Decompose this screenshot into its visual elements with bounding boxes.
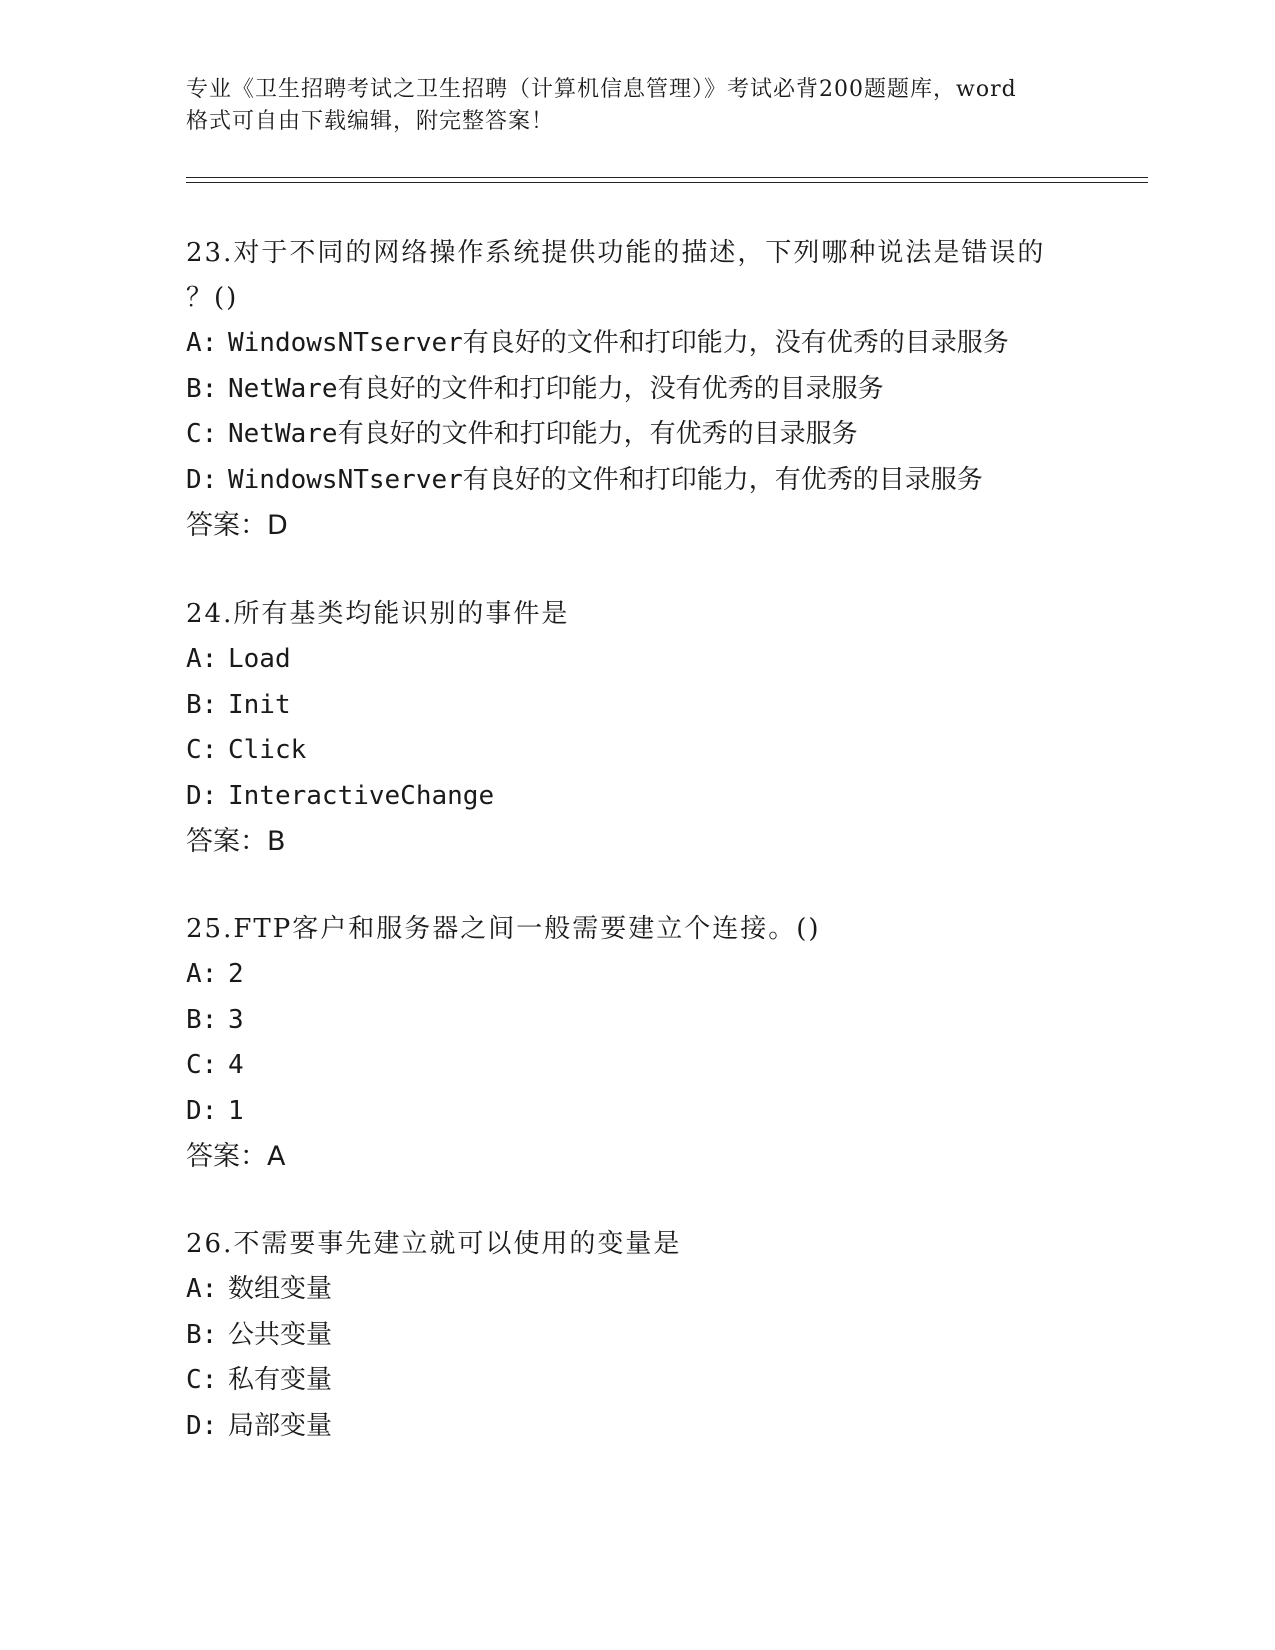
option-text: NetWare有良好的文件和打印能力，没有优秀的目录服务 xyxy=(228,373,884,404)
option-b xyxy=(186,998,1086,1044)
option-text: Load xyxy=(228,644,291,674)
option-d xyxy=(186,458,1086,504)
option-text: Click xyxy=(228,735,307,765)
question-26 xyxy=(186,1222,1086,1449)
option-text: 2 xyxy=(228,959,244,989)
option-c xyxy=(186,1043,1086,1089)
question-stem-line-2: ？() xyxy=(186,283,239,313)
option-text: NetWare有良好的文件和打印能力，有优秀的目录服务 xyxy=(228,419,858,449)
header-line-1: 专业《卫生招聘考试之卫生招聘（计算机信息管理）》考试必背200题题库，word xyxy=(186,77,1017,102)
header-divider-bottom xyxy=(186,182,1148,183)
option-letter: D: xyxy=(186,1095,218,1126)
option-letter: D: xyxy=(186,1410,218,1441)
option-c xyxy=(186,728,1086,774)
option-b xyxy=(186,683,1086,729)
option-letter: A: xyxy=(186,959,218,989)
answer-line: 答案：A xyxy=(186,1141,286,1172)
option-text: 公共变量 xyxy=(228,1319,333,1350)
answer-line: 答案：B xyxy=(186,826,286,857)
option-c xyxy=(186,412,1086,458)
question-24 xyxy=(186,592,1086,864)
question-23 xyxy=(186,231,1086,548)
question-stem-line-1: 26.不需要事先建立就可以使用的变量是 xyxy=(186,1229,682,1259)
option-a xyxy=(186,321,1086,367)
option-d xyxy=(186,1089,1086,1135)
option-text: 私有变量 xyxy=(228,1365,333,1395)
header-divider-top xyxy=(186,177,1148,178)
option-letter: C: xyxy=(186,1365,218,1395)
question-stem-line-1: 25.FTP客户和服务器之间一般需要建立个连接。() xyxy=(186,914,821,944)
option-letter: B: xyxy=(186,373,218,404)
option-letter: B: xyxy=(186,689,218,720)
option-c xyxy=(186,1358,1086,1404)
option-a xyxy=(186,1267,1086,1313)
option-text: InteractiveChange xyxy=(228,780,495,811)
header-line-2: 格式可自由下载编辑，附完整答案！ xyxy=(186,109,555,134)
option-a xyxy=(186,637,1086,683)
option-letter: C: xyxy=(186,419,218,449)
option-letter: C: xyxy=(186,1050,218,1080)
option-text: 1 xyxy=(228,1095,244,1126)
option-text: 局部变量 xyxy=(228,1410,333,1441)
option-d xyxy=(186,774,1086,820)
option-letter: D: xyxy=(186,464,218,495)
option-letter: C: xyxy=(186,735,218,765)
option-text: 3 xyxy=(228,1004,244,1035)
option-d xyxy=(186,1404,1086,1450)
option-letter: A: xyxy=(186,328,218,358)
option-text: 数组变量 xyxy=(228,1274,333,1304)
option-a xyxy=(186,952,1086,998)
question-stem-line-1: 23.对于不同的网络操作系统提供功能的描述，下列哪种说法是错误的 xyxy=(186,238,1046,268)
answer-line: 答案：D xyxy=(186,510,288,541)
option-letter: D: xyxy=(186,780,218,811)
option-letter: A: xyxy=(186,1274,218,1304)
option-b xyxy=(186,1313,1086,1359)
option-letter: B: xyxy=(186,1319,218,1350)
option-text: 4 xyxy=(228,1050,244,1080)
option-letter: B: xyxy=(186,1004,218,1035)
option-text: WindowsNTserver有良好的文件和打印能力，有优秀的目录服务 xyxy=(228,464,983,495)
option-letter: A: xyxy=(186,644,218,674)
option-b xyxy=(186,367,1086,413)
question-25 xyxy=(186,907,1086,1179)
question-stem-line-1: 24.所有基类均能识别的事件是 xyxy=(186,599,570,629)
option-text: WindowsNTserver有良好的文件和打印能力，没有优秀的目录服务 xyxy=(228,328,1009,358)
option-text: Init xyxy=(228,689,291,720)
document-header xyxy=(186,74,1106,138)
